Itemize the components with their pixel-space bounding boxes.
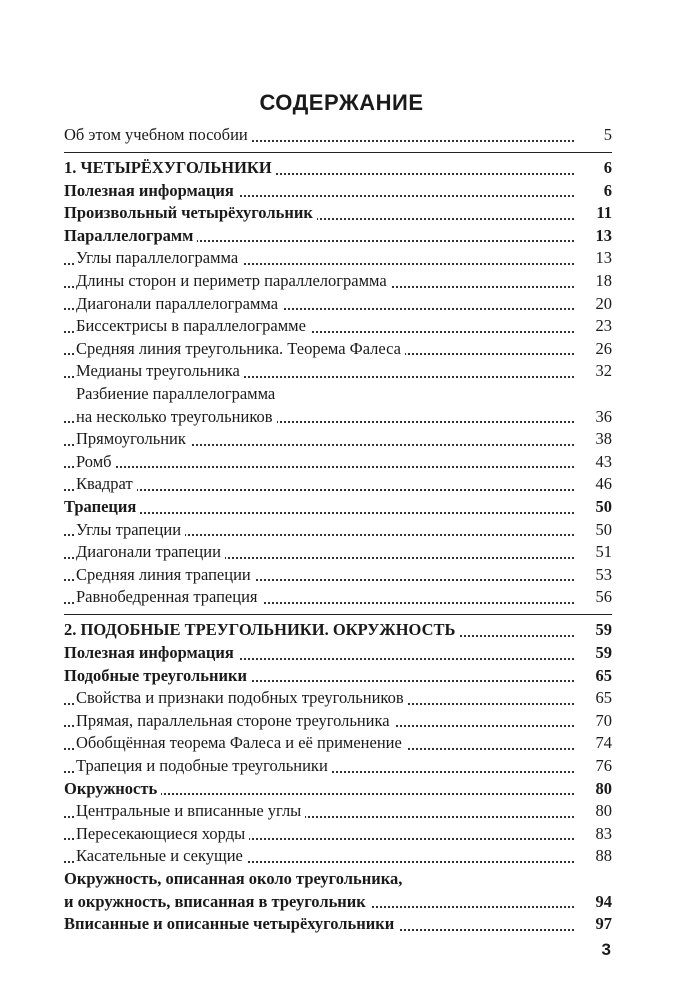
toc-entry[interactable] <box>64 451 612 474</box>
toc-entry-page: 65 <box>574 665 612 688</box>
toc-entry-page: 56 <box>574 586 612 609</box>
toc-entry-page: 32 <box>574 360 612 383</box>
toc-entry-text: Подобные треугольники <box>64 666 251 685</box>
toc-entry-text: Диагонали параллелограмма <box>76 294 282 313</box>
toc-entry-text: Длины сторон и периметр параллелограмма <box>76 271 391 290</box>
toc-entry[interactable] <box>64 586 612 609</box>
toc-entry-text: Равнобедренная трапеция <box>76 587 262 606</box>
toc-entry[interactable] <box>64 845 612 868</box>
toc-entry[interactable] <box>64 665 612 688</box>
toc-entry[interactable] <box>64 496 612 519</box>
toc-entry[interactable] <box>64 519 612 542</box>
toc-entry-text: Средняя линия трапеции <box>76 565 255 584</box>
toc-entry[interactable] <box>64 338 612 361</box>
toc-entry-continuation[interactable] <box>64 406 612 429</box>
toc-entry-text: Прямая, параллельная стороне треугольника <box>76 711 394 730</box>
toc-entry[interactable] <box>64 710 612 733</box>
toc-entry-text: и окружность, вписанная в треугольник <box>64 892 370 911</box>
toc-entry-intro[interactable] <box>64 124 612 147</box>
toc-entry-page: 46 <box>574 473 612 496</box>
toc-entry-text: Медианы треугольника <box>76 361 244 380</box>
toc-entry[interactable] <box>64 225 612 248</box>
toc-entry-page: 36 <box>574 406 612 429</box>
toc-entry[interactable] <box>64 687 612 710</box>
toc-entry-page: 65 <box>574 687 612 710</box>
toc-entry[interactable] <box>64 564 612 587</box>
toc-entry-text: Средняя линия треугольника. Теорема Фалеса <box>76 339 405 358</box>
toc-entry[interactable] <box>64 270 612 293</box>
page-number: 3 <box>601 940 611 959</box>
toc-entry-text: Трапеция <box>64 497 140 516</box>
toc-entry-text: Параллелограмм <box>64 226 197 245</box>
toc-entry[interactable] <box>64 755 612 778</box>
toc-entry-text: Полезная информация <box>64 643 238 662</box>
toc-entry-text: Обобщённая теорема Фалеса и её применение <box>76 733 406 752</box>
toc-entry[interactable] <box>64 800 612 823</box>
toc-entry-page: 20 <box>574 293 612 316</box>
toc-entry-text: 1. ЧЕТЫРЁХУГОЛЬНИКИ <box>64 158 276 177</box>
toc-entry-text: Полезная информация <box>64 181 238 200</box>
toc-entry[interactable] <box>64 473 612 496</box>
toc-entry[interactable] <box>64 180 612 203</box>
dot-leader <box>64 466 574 468</box>
toc-entry[interactable] <box>64 868 612 891</box>
toc-entry-text: Центральные и вписанные углы <box>76 801 305 820</box>
toc-entry-page: 11 <box>574 202 612 225</box>
toc-entry[interactable] <box>64 541 612 564</box>
toc-entry-page: 18 <box>574 270 612 293</box>
toc-entry[interactable] <box>64 778 612 801</box>
dot-leader <box>64 512 574 514</box>
toc-entry-page: 13 <box>574 247 612 270</box>
toc-entry-text: Свойства и признаки подобных треугольников <box>76 688 408 707</box>
toc-entry[interactable] <box>64 360 612 383</box>
toc-entry-page: 59 <box>574 642 612 665</box>
toc-entry-page: 38 <box>574 428 612 451</box>
toc-entry-page: 6 <box>574 157 612 180</box>
toc-entry[interactable] <box>64 247 612 270</box>
toc-entry-page: 76 <box>574 755 612 778</box>
toc-entry[interactable] <box>64 202 612 225</box>
toc-entry-text: на несколько треугольников <box>76 407 277 426</box>
toc-entry-text: Об этом учебном пособии <box>64 125 252 144</box>
toc-entry-text: 2. ПОДОБНЫЕ ТРЕУГОЛЬНИКИ. ОКРУЖНОСТЬ <box>64 620 459 639</box>
toc-entry-text: Произвольный четырёхугольник <box>64 203 317 222</box>
toc-entry-text: Квадрат <box>76 474 137 493</box>
toc-entry-page: 13 <box>574 225 612 248</box>
toc-entry-text: Трапеция и подобные треугольники <box>76 756 332 775</box>
toc-entry-text: Окружность <box>64 779 161 798</box>
toc-entry-page: 6 <box>574 180 612 203</box>
toc-entry-page: 23 <box>574 315 612 338</box>
toc-entry-page: 5 <box>574 124 612 147</box>
section-divider <box>64 152 612 154</box>
toc-entry-text: Касательные и секущие <box>76 846 247 865</box>
page-title: СОДЕРЖАНИЕ <box>259 90 424 115</box>
toc-entry[interactable] <box>64 293 612 316</box>
toc-entry-text: Окружность, описанная около треугольника, <box>64 869 406 888</box>
toc-entry[interactable] <box>64 913 612 936</box>
toc-entry-text: Углы параллелограмма <box>76 248 242 267</box>
toc-entry-page: 97 <box>574 913 612 936</box>
toc-entry-page: 50 <box>574 496 612 519</box>
toc-entry[interactable] <box>64 642 612 665</box>
toc-entry-page: 50 <box>574 519 612 542</box>
toc-entry-page: 26 <box>574 338 612 361</box>
toc-entry-text: Ромб <box>76 452 116 471</box>
toc-entry-continuation[interactable] <box>64 891 612 914</box>
toc-entry-page: 80 <box>574 800 612 823</box>
toc-section-heading[interactable] <box>64 619 612 642</box>
toc-entry[interactable] <box>64 315 612 338</box>
toc-entry-text: Углы трапеции <box>76 520 185 539</box>
toc-entry[interactable] <box>64 732 612 755</box>
toc-entry-text: Пересекающиеся хорды <box>76 824 249 843</box>
toc-entry-page: 70 <box>574 710 612 733</box>
toc-entry[interactable] <box>64 823 612 846</box>
toc-entry-page: 94 <box>574 891 612 914</box>
toc-entry-page: 51 <box>574 541 612 564</box>
toc-entry-page: 53 <box>574 564 612 587</box>
toc-entry-text: Вписанные и описанные четырёхугольники <box>64 914 398 933</box>
table-of-contents <box>64 124 612 936</box>
toc-section-heading[interactable] <box>64 157 612 180</box>
toc-entry-page: 88 <box>574 845 612 868</box>
toc-entry-page: 59 <box>574 619 612 642</box>
toc-entry-page: 43 <box>574 451 612 474</box>
toc-entry[interactable] <box>64 428 612 451</box>
toc-entry-page: 83 <box>574 823 612 846</box>
toc-entry-page: 74 <box>574 732 612 755</box>
section-divider <box>64 614 612 616</box>
toc-entry-text: Биссектрисы в параллелограмме <box>76 316 310 335</box>
dot-leader <box>64 489 574 491</box>
toc-entry-text: Прямоугольник <box>76 429 190 448</box>
toc-entry-text: Разбиение параллелограмма <box>76 384 279 403</box>
toc-entry-page: 80 <box>574 778 612 801</box>
toc-entry[interactable] <box>64 383 612 406</box>
toc-entry-text: Диагонали трапеции <box>76 542 225 561</box>
